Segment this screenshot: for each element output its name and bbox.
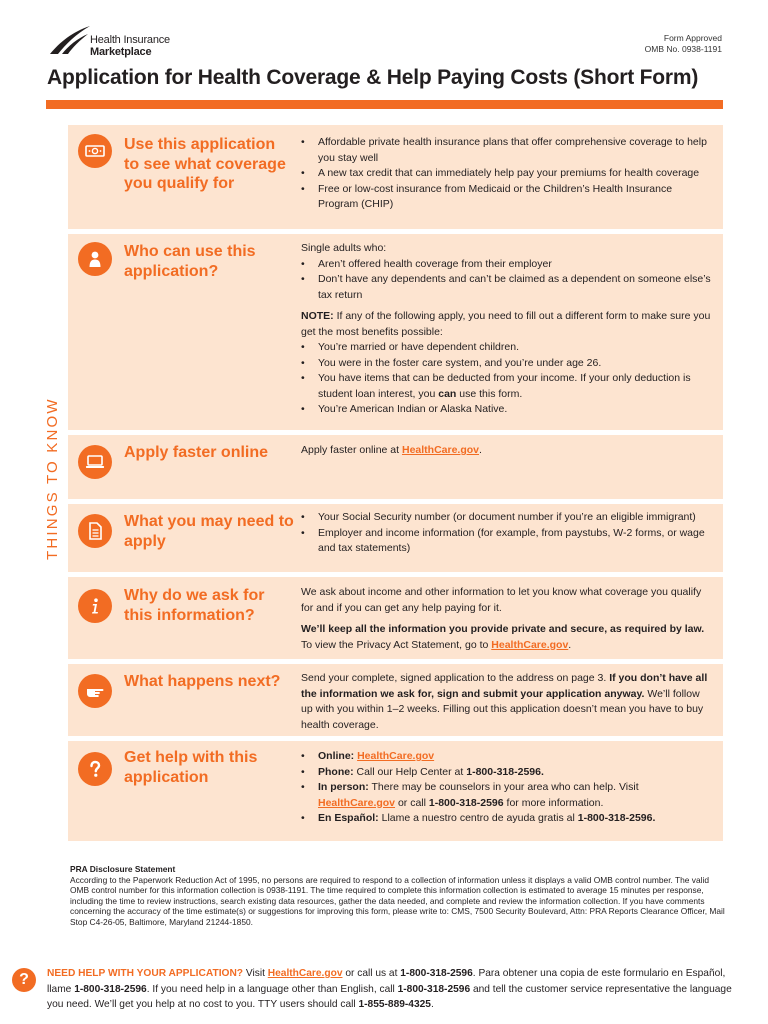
- info-row-what-happens-next: [68, 664, 723, 736]
- list-item-espanol: [301, 811, 711, 827]
- swoosh-logo-icon: [48, 24, 92, 56]
- pointing-hand-icon: [78, 674, 112, 708]
- row-body: [301, 749, 711, 827]
- healthcare-gov-link[interactable]: HealthCare.gov: [318, 796, 396, 809]
- marketplace-logo: [48, 22, 198, 64]
- page-title: Application for Health Coverage & Help Paying Costs (Short Form): [47, 66, 699, 89]
- text: or call us at: [342, 968, 401, 979]
- list-item-text: use this form.: [456, 387, 523, 400]
- text: or call: [395, 796, 429, 809]
- info-icon: [78, 589, 112, 623]
- row-heading: Apply faster online: [124, 444, 269, 461]
- list-item: • A new tax credit that can immediately help pay your premiums for health coverage: [301, 166, 711, 182]
- list-item: [301, 371, 711, 402]
- list-item: • You were in the foster care system, and you’re under age 26.: [301, 356, 711, 372]
- label: In person:: [318, 781, 369, 793]
- healthcare-gov-link[interactable]: HealthCare.gov: [357, 750, 435, 762]
- text: Visit: [243, 968, 268, 979]
- omb-number: OMB No. 0938-1191: [644, 44, 722, 54]
- text: . If you need help in a language other than English, call: [146, 983, 398, 995]
- row-heading: Get help with this application: [124, 749, 258, 786]
- text: for more information.: [503, 796, 604, 809]
- info-row-use-application: [68, 125, 723, 229]
- pra-disclosure: [70, 864, 730, 928]
- list-item: • You’re married or have dependent children.: [301, 340, 711, 356]
- healthcare-gov-link[interactable]: HealthCare.gov: [491, 638, 569, 651]
- label: Online:: [318, 750, 355, 762]
- computer-icon: [78, 445, 112, 479]
- row-body: [301, 443, 711, 459]
- list-item: • Affordable private health insurance plans that offer comprehensive coverage to help you stay well: [301, 135, 711, 166]
- text: .: [479, 444, 482, 456]
- text: . Para obtener una copia de este formulario en Español, llame: [47, 968, 726, 995]
- form-approval-block: [645, 33, 722, 55]
- text: Apply faster online at: [301, 444, 402, 456]
- list-item-in-person: [301, 780, 711, 811]
- footer-help: [0, 958, 768, 1018]
- question-icon: [78, 752, 112, 786]
- list-item: • Free or low-cost insurance from Medicaid or the Children’s Health Insurance Program (CHIP): [301, 182, 711, 213]
- phone-number: 1-800-318-2596: [428, 796, 504, 809]
- text: Call our Help Center at: [353, 765, 467, 778]
- row-heading: What you may need to apply: [124, 513, 294, 550]
- phone-number: 1-800-318-2596: [397, 983, 471, 995]
- list-item: • Employer and income information (for example, from paystubs, W-2 forms, or wage and tax statements): [301, 526, 711, 557]
- row-text: [301, 443, 711, 459]
- emphasis-text: If you don’t have all the information we ask for, sign and submit your application anyway.: [301, 672, 708, 700]
- row-paragraph: [301, 671, 711, 733]
- row-body: [301, 510, 711, 557]
- list-item-online: [301, 749, 711, 765]
- text: We’ll follow up with you within 1–2 weeks. Filling out this application doesn’t mean you have to buy health coverage.: [301, 687, 704, 731]
- question-icon: ?: [12, 968, 36, 992]
- row-intro: Single adults who:: [301, 242, 387, 254]
- text: and tell the customer service representative the language you need. We’ll get you help at no cost to you. TTY users should call: [47, 983, 732, 1010]
- healthcare-gov-link[interactable]: HealthCare.gov: [401, 444, 480, 456]
- row-paragraph: We ask about income and other information to let you know what coverage you qualify for and if you can get any help paying for it.: [301, 586, 702, 614]
- phone-number: 1-800-318-2596.: [466, 765, 544, 778]
- row-heading: Why do we ask for this information?: [124, 587, 265, 624]
- phone-number: 1-800-318-2596: [400, 968, 473, 979]
- row-body: [301, 241, 711, 418]
- list-item: • Aren’t offered health coverage from their employer: [301, 257, 711, 273]
- person-icon: [78, 242, 112, 276]
- money-icon: [78, 134, 112, 168]
- list-item: • You’re American Indian or Alaska Native.: [301, 402, 711, 418]
- row-paragraph: [301, 622, 711, 653]
- tty-number: 1-855-889-4325: [358, 999, 431, 1010]
- row-body: [301, 135, 711, 213]
- row-body: [301, 671, 711, 733]
- form-approved-label: Form Approved: [663, 33, 722, 43]
- title-divider: [46, 100, 723, 109]
- privacy-statement: We’ll keep all the information you provide private and secure, as required by law.: [301, 623, 705, 635]
- footer-text: [47, 966, 737, 1013]
- text: To view the Privacy Act Statement, go to: [301, 638, 492, 651]
- note-label: NOTE:: [301, 310, 334, 322]
- pra-text: According to the Paperwork Reduction Act of 1995, no persons are required to respond to a collection of information unless it displays a valid OMB control number. The valid OMB control number for this information collection is 0938-1191. The time required to complete this information collection is estimated to average 15 minutes per response, including the time to review instructions, search existing data resources, gather the data needed, and complete and review the information collection. If you have comments concerning the accuracy of the time estimate(s) or suggestions for improving this form, please write to: CMS, 7500 Security Boulevard, Attn: PRA Reports Clearance Officer, Mail Stop C4-26-05, Baltimore, Maryland 21244-1850.: [70, 874, 725, 927]
- healthcare-gov-link[interactable]: HealthCare.gov: [267, 968, 343, 979]
- logo-line1: Health Insurance: [90, 34, 170, 46]
- pra-title: PRA Disclosure Statement: [70, 864, 176, 874]
- note-paragraph: [301, 309, 711, 340]
- side-label: THINGS TO KNOW: [44, 397, 61, 560]
- info-row-apply-online: [68, 435, 723, 499]
- logo-line2: Marketplace: [90, 46, 152, 58]
- row-body: [301, 585, 711, 653]
- phone-number: 1-800-318-2596: [74, 983, 147, 995]
- document-icon: [78, 514, 112, 548]
- info-row-what-you-need: [68, 504, 723, 572]
- label: Phone:: [318, 765, 354, 778]
- info-row-who-can-use: [68, 234, 723, 430]
- row-heading: Who can use this application?: [124, 243, 256, 280]
- row-heading: Use this application to see what coverage you qualify for: [124, 136, 286, 192]
- info-row-get-help: [68, 741, 723, 841]
- footer-heading: NEED HELP WITH YOUR APPLICATION?: [47, 968, 244, 979]
- text: There may be counselors in your area who can help. Visit: [368, 781, 639, 793]
- emphasis-can: can: [438, 387, 457, 400]
- text: Send your complete, signed application to the address on page 3.: [301, 672, 610, 684]
- phone-number: 1-800-318-2596.: [577, 812, 656, 824]
- list-item: • Your Social Security number (or document number if you’re an eligible immigrant): [301, 510, 711, 526]
- note-text: If any of the following apply, you need to fill out a different form to make sure you get the most benefits possible:: [301, 310, 711, 338]
- list-item-text: You have items that can be deducted from your income. If your only deduction is student loan interest, you: [318, 372, 691, 400]
- list-item: • Don’t have any dependents and can’t be claimed as a dependent on someone else’s tax return: [301, 272, 711, 303]
- info-row-why-we-ask: [68, 577, 723, 659]
- text: Llame a nuestro centro de ayuda gratis al: [378, 812, 578, 824]
- text: .: [568, 638, 572, 651]
- row-heading: What happens next?: [124, 673, 281, 690]
- label: En Español:: [318, 812, 379, 824]
- text: .: [430, 999, 434, 1010]
- list-item-phone: [301, 765, 711, 781]
